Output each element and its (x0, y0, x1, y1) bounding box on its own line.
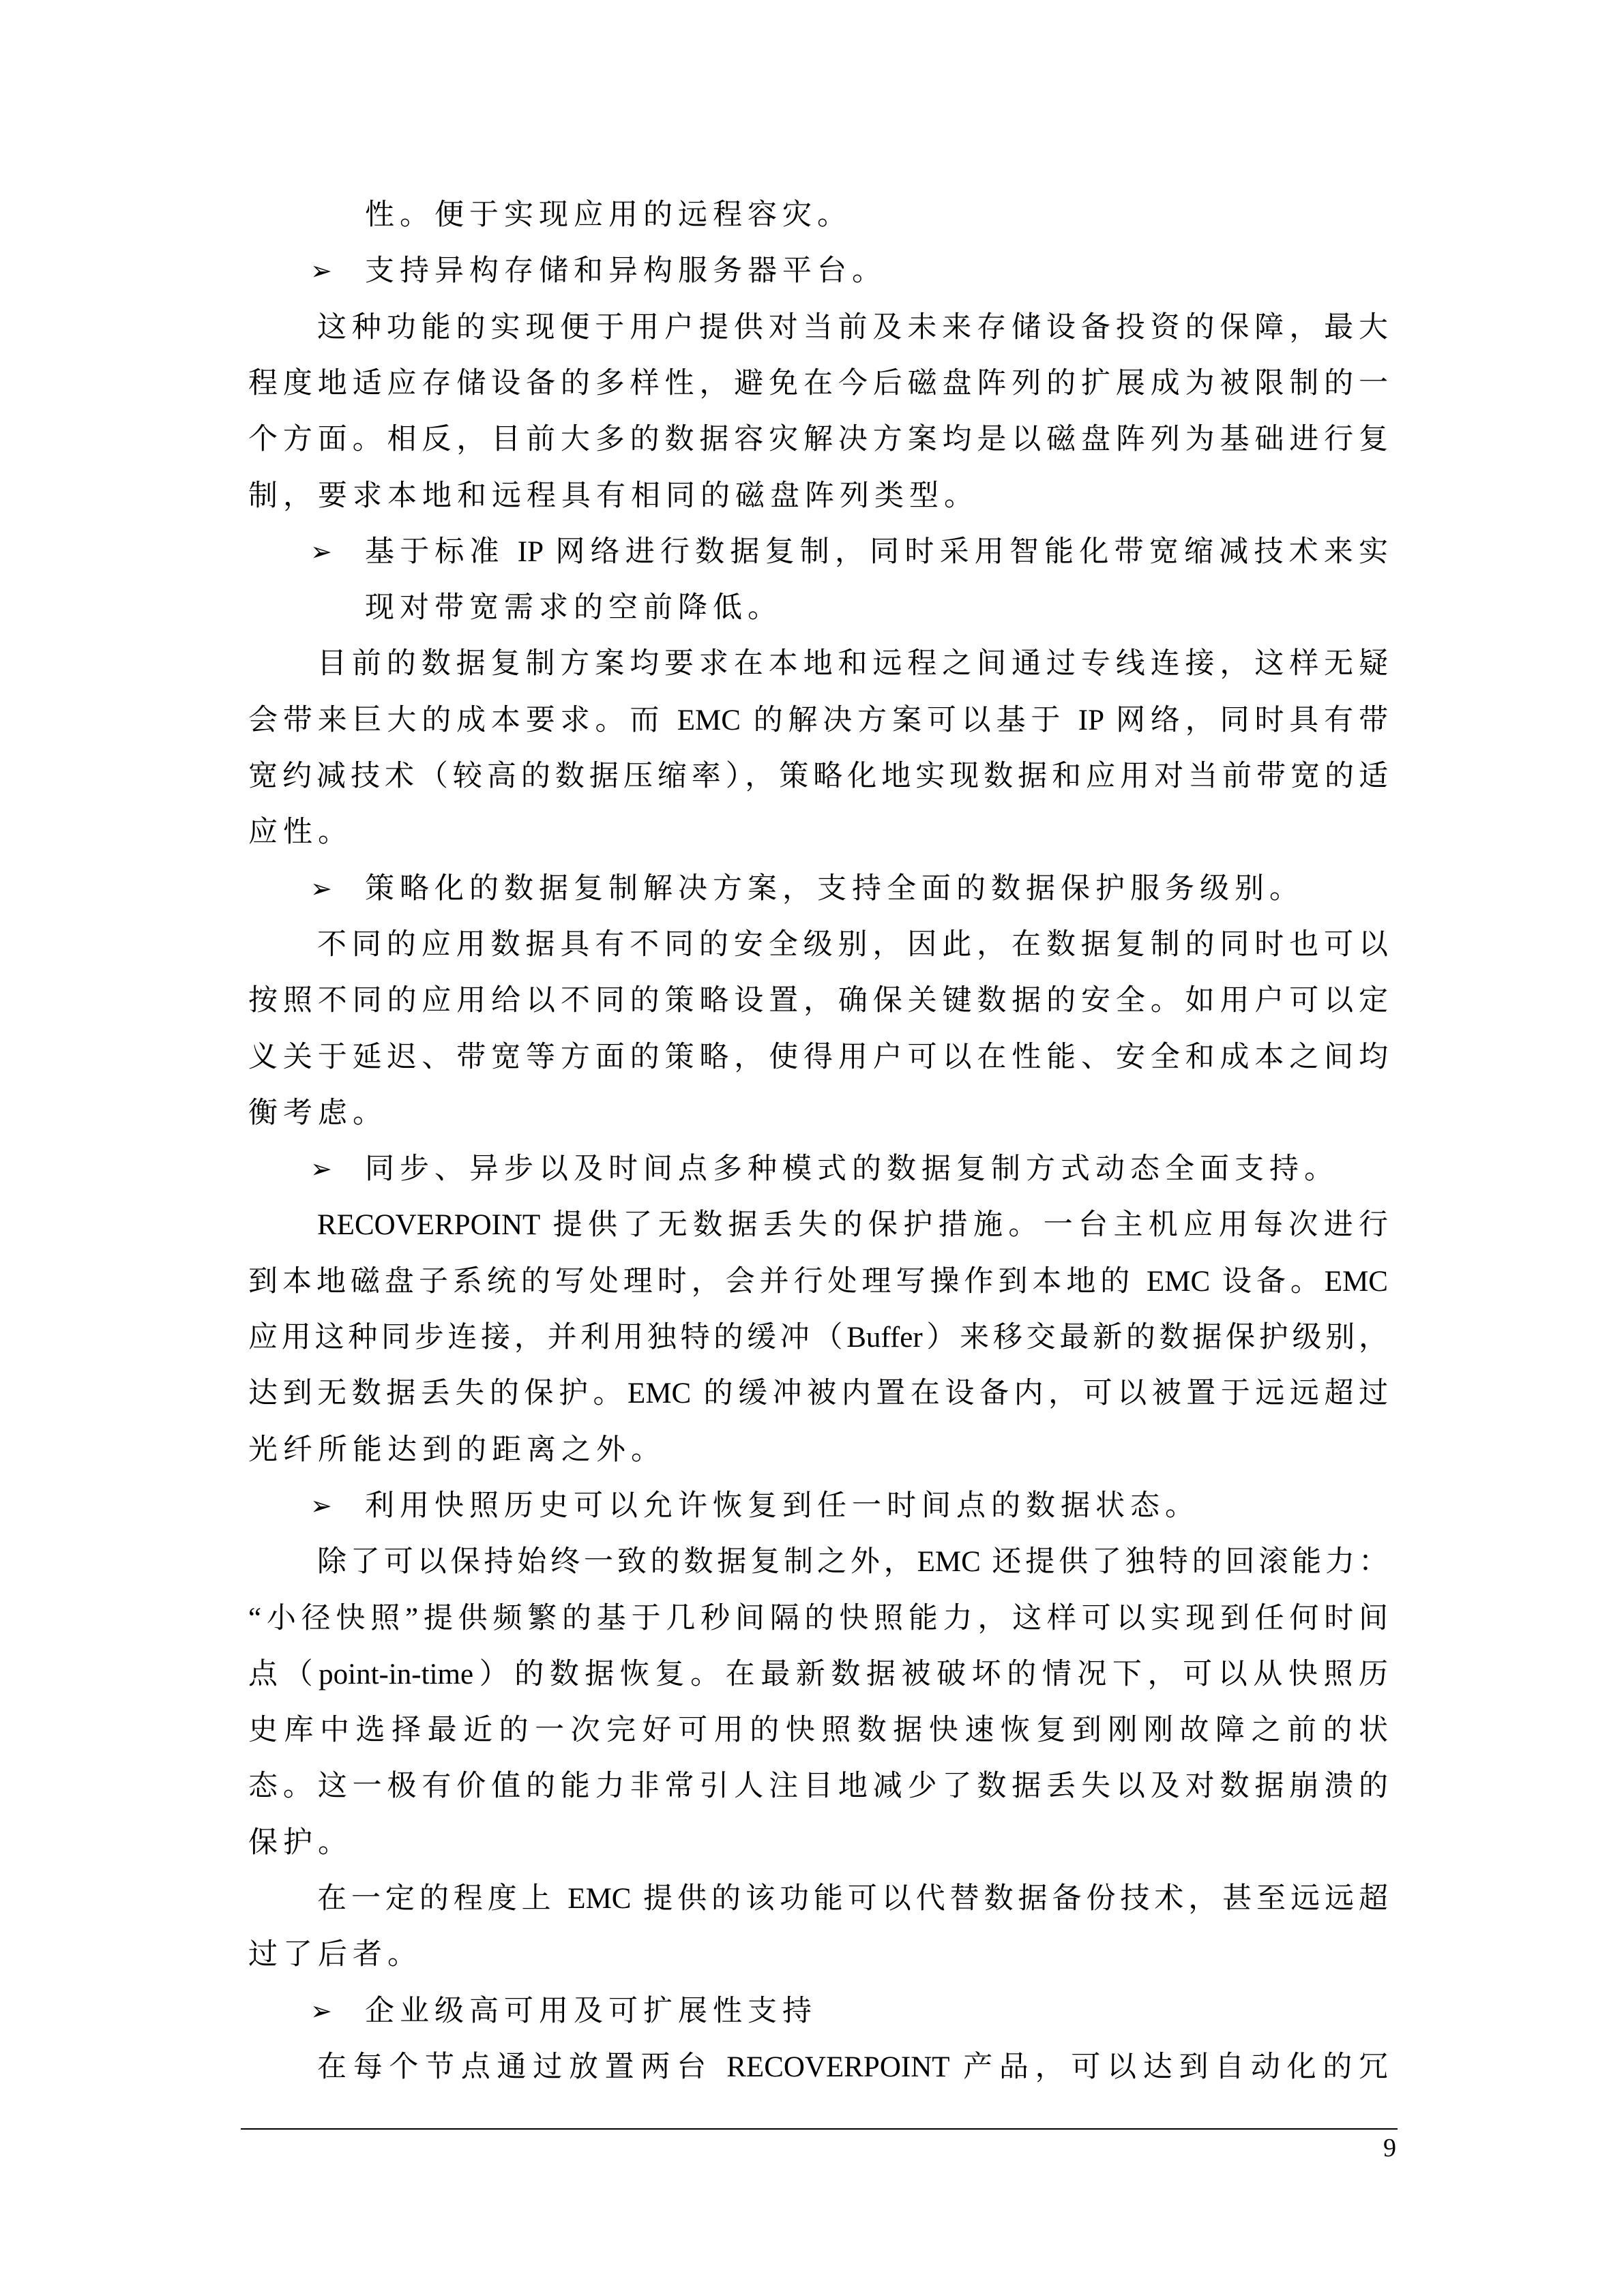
paragraph-last-line: 衡考虑。 (248, 1097, 387, 1129)
footer-rule (241, 2128, 1398, 2130)
paragraph-last-line: 过了后者。 (248, 1939, 422, 1971)
paragraph-line: 点（point-in-time）的数据恢复。在最新数据被破坏的情况下，可以从快照历 (248, 1658, 1388, 1690)
paragraph-line: 应用这种同步连接，并利用独特的缓冲（Buffer）来移交最新的数据保护级别， (248, 1322, 1388, 1354)
bullet-arrow-icon: ➢ (310, 1491, 332, 1521)
paragraph-line: “小径快照”提供频繁的基于几秒间隔的快照能力，这样可以实现到任何时间 (248, 1602, 1388, 1635)
bullet-arrow-icon: ➢ (310, 1997, 332, 2026)
bullet-item: 利用快照历史可以允许恢复到任一时间点的数据状态。 (365, 1489, 1200, 1522)
paragraph-line: 达到无数据丢失的保护。EMC 的缓冲被内置在设备内，可以被置于远远超过 (248, 1377, 1388, 1410)
paragraph-first-line: 除了可以保持始终一致的数据复制之外，EMC 还提供了独特的回滚能力： (317, 1546, 1388, 1579)
paragraph-line: 程度地适应存储设备的多样性，避免在今后磁盘阵列的扩展成为被限制的一 (248, 367, 1388, 400)
bullet-item-continuation: 现对带宽需求的空前降低。 (365, 592, 782, 625)
paragraph-last-line: 光纤所能达到的距离之外。 (248, 1433, 666, 1466)
paragraph-first-line: 不同的应用数据具有不同的安全级别，因此，在数据复制的同时也可以 (317, 928, 1388, 961)
paragraph-line: 到本地磁盘子系统的写处理时，会并行处理写操作到本地的 EMC 设备。EMC (248, 1265, 1388, 1298)
paragraph-line: 史库中选择最近的一次完好可用的快照数据快速恢复到刚刚故障之前的状 (248, 1714, 1388, 1747)
paragraph-line: 会带来巨大的成本要求。而 EMC 的解决方案可以基于 IP 网络，同时具有带 (248, 704, 1388, 736)
bullet-item: 基于标准 IP 网络进行数据复制，同时采用智能化带宽缩减技术来实 (365, 535, 1388, 568)
paragraph-line: 按照不同的应用给以不同的策略设置，确保关键数据的安全。如用户可以定 (248, 985, 1388, 1017)
paragraph-line: 义关于延迟、带宽等方面的策略，使得用户可以在性能、安全和成本之间均 (248, 1041, 1388, 1073)
bullet-arrow-icon: ➢ (310, 1155, 332, 1184)
bullet-arrow-icon: ➢ (310, 874, 332, 904)
page-number: 9 (1383, 2134, 1396, 2162)
paragraph-first-line: RECOVERPOINT 提供了无数据丢失的保护措施。一台主机应用每次进行 (317, 1209, 1388, 1242)
bullet-arrow-icon: ➢ (310, 257, 332, 286)
bullet-item: 策略化的数据复制解决方案，支持全面的数据保护服务级别。 (365, 872, 1304, 905)
paragraph-first-line: 这种功能的实现便于用户提供对当前及未来存储设备投资的保障，最大 (317, 311, 1388, 344)
paragraph-last-line: 保护。 (248, 1826, 353, 1859)
bullet-item: 同步、异步以及时间点多种模式的数据复制方式动态全面支持。 (365, 1153, 1339, 1186)
paragraph-line: 态。这一极有价值的能力非常引人注目地减少了数据丢失以及对数据崩溃的 (248, 1770, 1388, 1803)
paragraph-last-line: 制，要求本地和远程具有相同的磁盘阵列类型。 (248, 479, 979, 512)
bullet-item-continuation: 性。便于实现应用的远程容灾。 (365, 199, 852, 231)
paragraph-last-line: 应性。 (248, 816, 353, 849)
paragraph-first-line: 在每个节点通过放置两台 RECOVERPOINT 产品，可以达到自动化的冗 (317, 2051, 1388, 2083)
paragraph-line: 个方面。相反，目前大多的数据容灾解决方案均是以磁盘阵列为基础进行复 (248, 423, 1388, 456)
bullet-arrow-icon: ➢ (310, 537, 332, 567)
paragraph-first-line: 在一定的程度上 EMC 提供的该功能可以代替数据备份技术，甚至远远超 (317, 1883, 1388, 1915)
paragraph-first-line: 目前的数据复制方案均要求在本地和远程之间通过专线连接，这样无疑 (317, 648, 1388, 681)
paragraph-line: 宽约减技术（较高的数据压缩率），策略化地实现数据和应用对当前带宽的适 (248, 760, 1388, 792)
bullet-item: 支持异构存储和异构服务器平台。 (365, 255, 887, 288)
bullet-item: 企业级高可用及可扩展性支持 (365, 1995, 817, 2027)
